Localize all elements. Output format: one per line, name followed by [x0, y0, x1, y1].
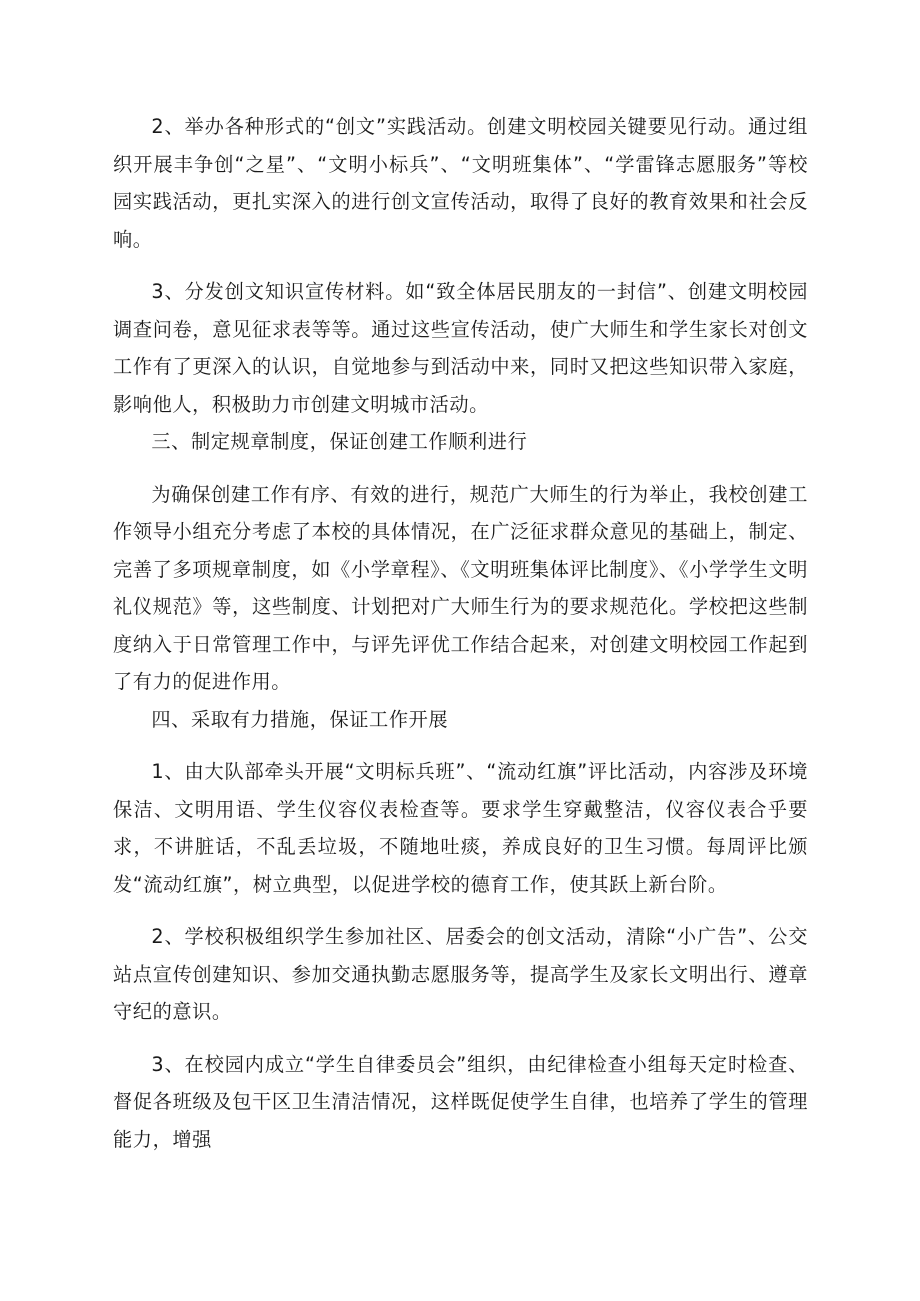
- paragraph-community: 2、学校积极组织学生参加社区、居委会的创文活动，清除“小广告”、公交站点宣传创建知识、参加交通执勤志愿服务等，提高学生及家长文明出行、遵章守纪的意识。: [113, 925, 808, 1023]
- paragraph-red-flag: 1、由大队部牵头开展“文明标兵班”、“流动红旗”评比活动，内容涉及环境保洁、文明用语、学生仪容仪表检查等。要求学生穿戴整洁，仪容仪表合乎要求，不讲脏话，不乱丢垃圾，不随地吐痰，养成良好的卫生习惯。每周评比颁发“流动红旗”，树立典型，以促进学校的德育工作，使其跃上新台阶。: [113, 760, 808, 896]
- section-heading-rules: 三、制定规章制度，保证创建工作顺利进行: [151, 430, 528, 453]
- paragraph-activities: 2、举办各种形式的“创文”实践活动。创建文明校园关键要见行动。通过组织开展丰争创“之星”、“文明小标兵”、“文明班集体”、“学雷锋志愿服务”等校园实践活动，更扎实深入的进行创文宣传活动，取得了良好的教育效果和社会反响。: [113, 115, 808, 251]
- section-heading-measures: 四、采取有力措施，保证工作开展: [151, 707, 449, 731]
- paragraph-self-discipline: 3、在校园内成立“学生自律委员会”组织，由纪律检查小组每天定时检查、督促各班级及包干区卫生清洁情况，这样既促使学生自律，也培养了学生的管理能力，增强: [113, 1052, 808, 1151]
- paragraph-materials: 3、分发创文知识宣传材料。如“致全体居民朋友的一封信”、创建文明校园调查问卷，意见征求表等等。通过这些宣传活动，使广大师生和学生家长对创文工作有了更深入的认识，自觉地参与到活动中来，同时又把这些知识带入家庭，影响他人，积极助力市创建文明城市活动。: [113, 280, 808, 416]
- document-page: [113, 108, 808, 1158]
- paragraph-rules: 为确保创建工作有序、有效的进行，规范广大师生的行为举止，我校创建工作领导小组充分考虑了本校的具体情况，在广泛征求群众意见的基础上，制定、完善了多项规章制度，如《小学章程》、《文明班集体评比制度》、《小学学生文明礼仪规范》等，这些制度、计划把对广大师生行为的要求规范化。学校把这些制度纳入于日常管理工作中，与评先评优工作结合起来，对创建文明校园工作起到了有力的促进作用。: [113, 482, 808, 693]
